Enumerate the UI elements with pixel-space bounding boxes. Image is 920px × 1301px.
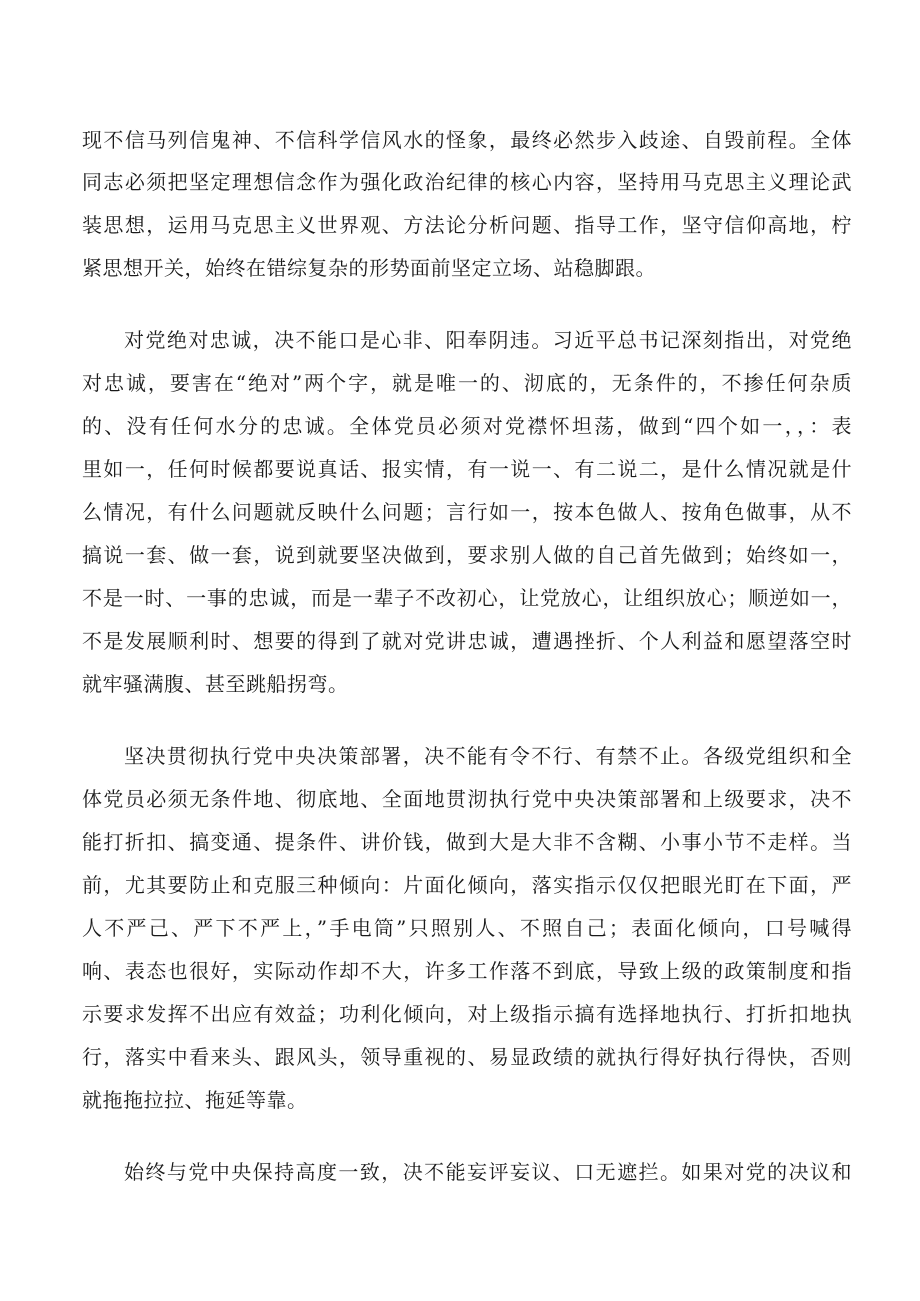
paragraph-2-line-9: 就牢骚满腹、甚至跳船拐弯。 <box>82 672 349 696</box>
paragraph-1-line-2: 同志必须把坚定理想信念作为强化政治纪律的核心内容，坚持用马克思主义理论武 <box>82 170 852 194</box>
paragraph-3-line-9: 就拖拖拉拉、拖延等靠。 <box>82 1088 308 1112</box>
paragraph-3-line-7: 示要求发挥不出应有效益；功利化倾向，对上级指示搞有选择地执行、打折扣地执 <box>82 1002 852 1026</box>
paragraph-2-line-7: 不是一时、一事的忠诚，而是一辈子不改初心，让党放心，让组织放心；顺逆如一， <box>82 586 852 610</box>
paragraph-1-line-1: 现不信马列信鬼神、不信科学信风水的怪象，最终必然步入歧途、自毁前程。全体 <box>82 128 852 152</box>
paragraph-3-line-8: 行，落实中看来头、跟风头，领导重视的、易显政绩的就执行得好执行得快，否则 <box>82 1045 852 1069</box>
paragraph-4-line-1: 始终与党中央保持高度一致，决不能妄评妄议、口无遮拦。如果对党的决议和 <box>124 1160 852 1184</box>
paragraph-3-line-6: 响、表态也很好，实际动作却不大，许多工作落不到底，导致上级的政策制度和指 <box>82 959 852 983</box>
paragraph-1-line-4: 紧思想开关，始终在错综复杂的形势面前坚定立场、站稳脚跟。 <box>82 256 656 280</box>
paragraph-2-line-2: 对忠诚，要害在“绝对”两个字，就是唯一的、沏底的，无条件的，不掺任何杂质 <box>82 371 852 395</box>
paragraph-2-line-1: 对党绝对忠诚，决不能口是心非、阳奉阴违。习近平总书记深刻指出，对党绝 <box>124 328 852 352</box>
paragraph-3-line-4: 前，尤其要防止和克服三种倾向：片面化倾向，落实指示仅仅把眼光盯在下面，严 <box>82 873 852 897</box>
paragraph-3-line-2: 体党员必须无条件地、彻底地、全面地贯沏执行党中央决策部署和上级要求，决不 <box>82 787 852 811</box>
paragraph-2-line-5: 么情况，有什么问题就反映什么问题；言行如一，按本色做人、按角色做事，从不 <box>82 500 852 524</box>
paragraph-2-line-4: 里如一，任何时候都要说真话、报实情，有一说一、有二说二，是什么情况就是什 <box>82 457 852 481</box>
paragraph-2-line-8: 不是发展顺利时、想要的得到了就对党讲忠诚，遭遇挫折、个人利益和愿望落空时 <box>82 629 852 653</box>
paragraph-1-line-3: 装思想，运用马克思主义世界观、方法论分析问题、指导工作，坚守信仰高地，柠 <box>82 213 852 237</box>
paragraph-2-line-3: 的、没有任何水分的忠诚。全体党员必须对党襟怀坦荡，做到“四个如一，，：表 <box>82 414 852 438</box>
paragraph-3-line-1: 坚决贯彻执行党中央决策部署，决不能有令不行、有禁不止。各级党组织和全 <box>124 744 852 768</box>
paragraph-3-line-3: 能打折扣、搞变通、提条件、讲价钱，做到大是大非不含糊、小事小节不走样。当 <box>82 830 852 854</box>
paragraph-3-line-5: 人不严己、严下不严上，”手电筒”只照别人、不照自己；表面化倾向，口号喊得 <box>82 916 852 940</box>
paragraph-2-line-6: 搞说一套、做一套，说到就要坚决做到，要求别人做的自己首先做到；始终如一， <box>82 543 852 567</box>
